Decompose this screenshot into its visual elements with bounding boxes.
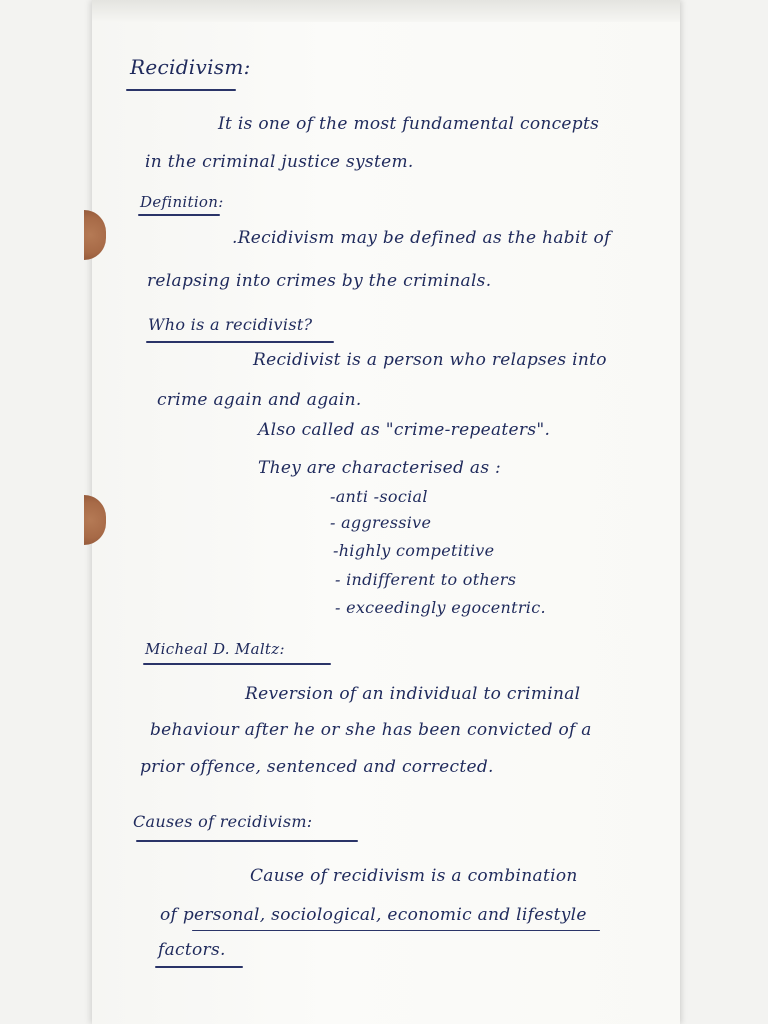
title-underline — [126, 89, 236, 91]
who-heading: Who is a recidivist? — [148, 315, 313, 334]
causes-line-2: of personal, sociological, economic and lifestyle — [160, 905, 587, 925]
maltz-heading: Micheal D. Maltz: — [145, 640, 285, 658]
maltz-line-2: behaviour after he or she has been convicted of a — [150, 720, 592, 740]
intro-line-2: in the criminal justice system. — [145, 152, 414, 172]
who-underline — [146, 341, 334, 343]
causes-line-3: factors. — [158, 940, 226, 960]
trait-item: -highly competitive — [333, 541, 495, 560]
who-line-2: crime again and again. — [157, 390, 362, 410]
trait-item: - exceedingly egocentric. — [335, 598, 546, 617]
trait-item: - aggressive — [330, 513, 432, 532]
who-line-3: Also called as "crime-repeaters". — [258, 420, 551, 440]
page-top-edge — [92, 0, 680, 22]
page-title: Recidivism: — [130, 55, 251, 79]
maltz-line-1: Reversion of an individual to criminal — [245, 684, 581, 704]
who-line-1: Recidivist is a person who relapses into — [253, 350, 607, 370]
definition-underline — [138, 214, 220, 216]
trait-item: -anti -social — [330, 487, 428, 506]
definition-heading: Definition: — [140, 193, 224, 211]
maltz-underline — [143, 663, 331, 665]
definition-line-1: .Recidivism may be defined as the habit of — [232, 228, 611, 248]
causes-line-1: Cause of recidivism is a combination — [250, 866, 578, 886]
maltz-line-3: prior offence, sentenced and corrected. — [140, 757, 494, 777]
trait-item: - indifferent to others — [335, 570, 517, 589]
causes-underline — [136, 840, 358, 842]
who-line-4: They are characterised as : — [258, 458, 502, 478]
causes-heading: Causes of recidivism: — [133, 812, 313, 831]
intro-line-1: It is one of the most fundamental concepts — [218, 114, 600, 134]
factors-underline — [155, 966, 243, 968]
definition-line-2: relapsing into crimes by the criminals. — [147, 271, 492, 291]
